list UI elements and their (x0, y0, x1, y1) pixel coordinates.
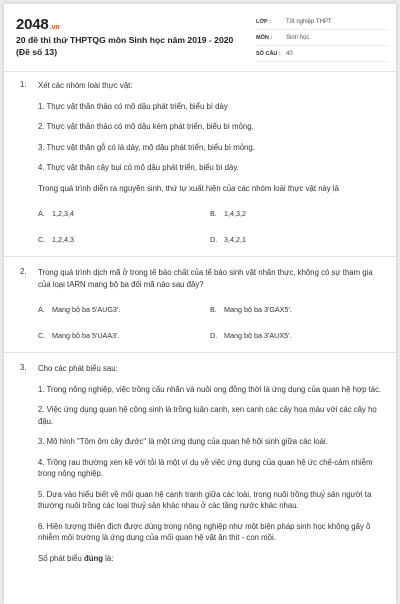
option-text: 1,2,3,4 (52, 209, 74, 218)
logo-suffix: .vn (49, 24, 60, 31)
option-text: Mang bộ ba 3'AUX5'. (224, 331, 292, 340)
question-1 (4, 80, 396, 244)
option-text: 1,2,4,3 (52, 235, 74, 244)
question-2 (4, 267, 396, 340)
option-letter: C. (38, 235, 46, 244)
option-text: 3,4,2,1 (224, 235, 246, 244)
question-prompt (38, 553, 382, 565)
statement: 5. Dựa vào hiểu biết về mối quan hệ cạnh tranh giữa các loài, trong nuôi trồng thuỷ sản người ta thường nuôi trồng các loại thuỷ sản khác nhau ở các tầng nước khác nhau. (38, 489, 372, 510)
option-d[interactable] (210, 331, 382, 340)
option-letter: C. (38, 331, 46, 340)
option-letter: D. (210, 331, 218, 340)
option-a[interactable] (38, 305, 210, 314)
meta-label: MÔN : (256, 34, 273, 41)
option-d[interactable] (210, 235, 382, 244)
option-b[interactable] (210, 209, 382, 218)
document-title: 20 đề thi thử THPTQG môn Sinh học năm 2019 - 2020 (Đề số 13) (16, 35, 234, 57)
meta-label: SỐ CÂU : (256, 50, 281, 57)
question-number: 2. (20, 267, 27, 276)
question-text: Xét các nhóm loài thực vật: (38, 81, 133, 90)
option-text: Mang bộ ba 5'UAA3'. (52, 331, 120, 340)
option-text: Mang bộ ba 3'GAX5'. (224, 305, 292, 314)
meta-value: 40 (286, 50, 293, 57)
site-logo[interactable] (16, 16, 60, 33)
question-prompt: Trong quá trình diễn ra nguyên sinh, thứ tự xuất hiện của các nhóm loài thực vật này là (38, 183, 339, 193)
option-b[interactable] (210, 305, 382, 314)
meta-row-grade (256, 14, 388, 30)
question-divider (4, 256, 396, 257)
statement: 1. Trong nông nghiệp, việc trồng cấu nhãn và nuôi ong đồng thời là ứng dụng của quan hệ hợp tác. (38, 384, 382, 394)
prompt-text-end: là: (103, 553, 114, 563)
statement: 4. Thực vật thân cây bụi có mô dậu phát triển, biểu bì dày. (38, 163, 239, 172)
option-text: Mang bộ ba 5'AUG3'. (52, 305, 121, 314)
meta-row-subject (256, 30, 388, 46)
statement: 2. Việc ứng dụng quan hệ cộng sinh là trồng luân canh, xen canh các cây hoa màu với các cây họ đậu. (38, 405, 377, 426)
document-meta (256, 14, 388, 62)
meta-value: Tốt nghiệp THPT (286, 18, 332, 25)
answer-options (38, 209, 382, 244)
statement: 1. Thực vật thân thảo có mô dậu phát triển, biểu bì dày (38, 101, 228, 111)
option-letter: D. (210, 235, 218, 244)
question-number: 1. (20, 80, 27, 89)
option-text: 1,4,3,2 (224, 209, 246, 218)
question-3 (4, 363, 396, 564)
prompt-text: Số phát biểu (38, 553, 84, 563)
option-letter: B. (210, 209, 217, 218)
meta-value: Sinh học (286, 34, 310, 41)
option-c[interactable] (38, 331, 210, 340)
question-divider (4, 352, 396, 353)
document-page (4, 4, 396, 604)
statement: 6. Hiện tượng thiên địch được dùng trong nông nghiệp như một biện pháp sinh học không gây ô nhiễm môi trường là ứng dụng của mối quan hệ vật ăn thịt - con mồi. (38, 521, 371, 542)
statement: 2. Thực vật thân thảo có mô dậu kém phát triển, biểu bì mỏng. (38, 122, 254, 131)
option-letter: A. (38, 209, 45, 218)
document-header (4, 4, 396, 72)
meta-label: LỚP : (256, 18, 271, 25)
statement: 4. Trồng rau thường xen kẽ với tỏi là một ví dụ về việc ứng dụng của quan hệ ức chế-cảm nhiễm trong nông nghiệp. (38, 457, 373, 478)
logo-text: 2048 (16, 16, 49, 33)
answer-options (38, 305, 382, 340)
question-list (4, 80, 396, 564)
option-c[interactable] (38, 235, 210, 244)
question-text: Trong quá trình dịch mã ở trong tế bào chất của tế bào sinh vật nhân thực, không có sự tham gia của loại tARN mang bộ ba đối mã nào sau đây? (38, 268, 373, 289)
prompt-emphasis: đúng (83, 553, 104, 563)
statement: 3. Mô hình "Tôm ôm cây đước" là một ứng dụng của quan hệ hội sinh giữa các loài. (38, 437, 328, 446)
option-letter: A. (38, 305, 45, 314)
question-number: 3. (20, 363, 27, 372)
statement: 3. Thực vật thân gỗ có lá dày, mô dậu phát triển, biểu bì mỏng. (38, 142, 255, 152)
question-text: Cho các phát biểu sau: (38, 364, 118, 373)
meta-row-count (256, 46, 388, 62)
option-letter: B. (210, 305, 217, 314)
option-a[interactable] (38, 209, 210, 218)
